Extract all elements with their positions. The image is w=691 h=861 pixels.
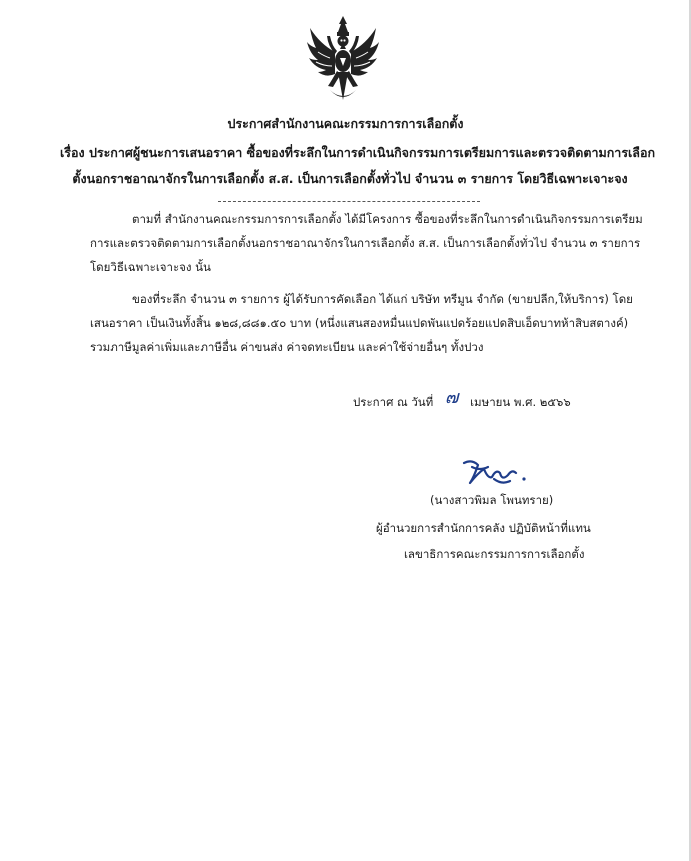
signer-name: (นางสาวพิมล โพนทราย) [430, 493, 554, 507]
document-subject [60, 140, 656, 192]
handwritten-signature [458, 455, 530, 489]
paragraph-line: ตามที่ สำนักงานคณะกรรมการการเลือกตั้ง ได้มีโครงการ ซื้อของที่ระลึกในการดำเนินกิจกรรมการเตรียม [132, 212, 643, 226]
date-suffix: เมษายน พ.ศ. ๒๕๖๖ [470, 395, 571, 409]
paragraph-line: โดยวิธีเฉพาะเจาะจง นั้น [90, 260, 211, 274]
date-day-handwritten: ๗ [444, 387, 459, 408]
paragraph-line: เสนอราคา เป็นเงินทั้งสิ้น ๑๒๘,๘๘๑.๕๐ บาท (หนึ่งแสนสองหมื่นแปดพันแปดร้อยแปดสิบเอ็ดบาทห้าสิบสตางค์) [90, 316, 629, 330]
dashed-divider [218, 201, 480, 202]
subject-line: ตั้งนอกราชอาณาจักรในการเลือกตั้ง ส.ส. เป็นการเลือกตั้งทั่วไป จำนวน ๓ รายการ โดยวิธีเฉพาะเจาะจง [72, 171, 628, 186]
signer-position: ผู้อำนวยการสำนักการคลัง ปฏิบัติหน้าที่แทน [376, 521, 591, 535]
paragraph-line: รวมภาษีมูลค่าเพิ่มและภาษีอื่น ค่าขนส่ง ค่าจดทะเบียน และค่าใช้จ่ายอื่นๆ ทั้งปวง [90, 340, 484, 354]
document-title: ประกาศสำนักงานคณะกรรมการการเลือกตั้ง [227, 116, 464, 131]
garuda-emblem-icon [306, 14, 380, 104]
subject-line: เรื่อง ประกาศผู้ชนะการเสนอราคา ซื้อของที่ระลึกในการดำเนินกิจกรรมการเตรียมการและตรวจติดตามการเลือก [60, 145, 656, 160]
paragraph-line: การและตรวจติดตามการเลือกตั้งนอกราชอาณาจักรในการเลือกตั้ง ส.ส. เป็นการเลือกตั้งทั่วไป จำนวน ๓ รายการ [90, 236, 641, 250]
paragraph-line: ของที่ระลึก จำนวน ๓ รายการ ผู้ได้รับการคัดเลือก ได้แก่ บริษัท ทรีมูน จำกัด (ขายปลีก,ให้บริการ) โดย [132, 292, 633, 306]
paragraph-background [90, 207, 643, 279]
date-prefix: ประกาศ ณ วันที่ [353, 395, 434, 409]
signer-position: เลขาธิการคณะกรรมการการเลือกตั้ง [404, 547, 585, 561]
paragraph-award [90, 287, 633, 359]
announcement-date [353, 385, 571, 414]
